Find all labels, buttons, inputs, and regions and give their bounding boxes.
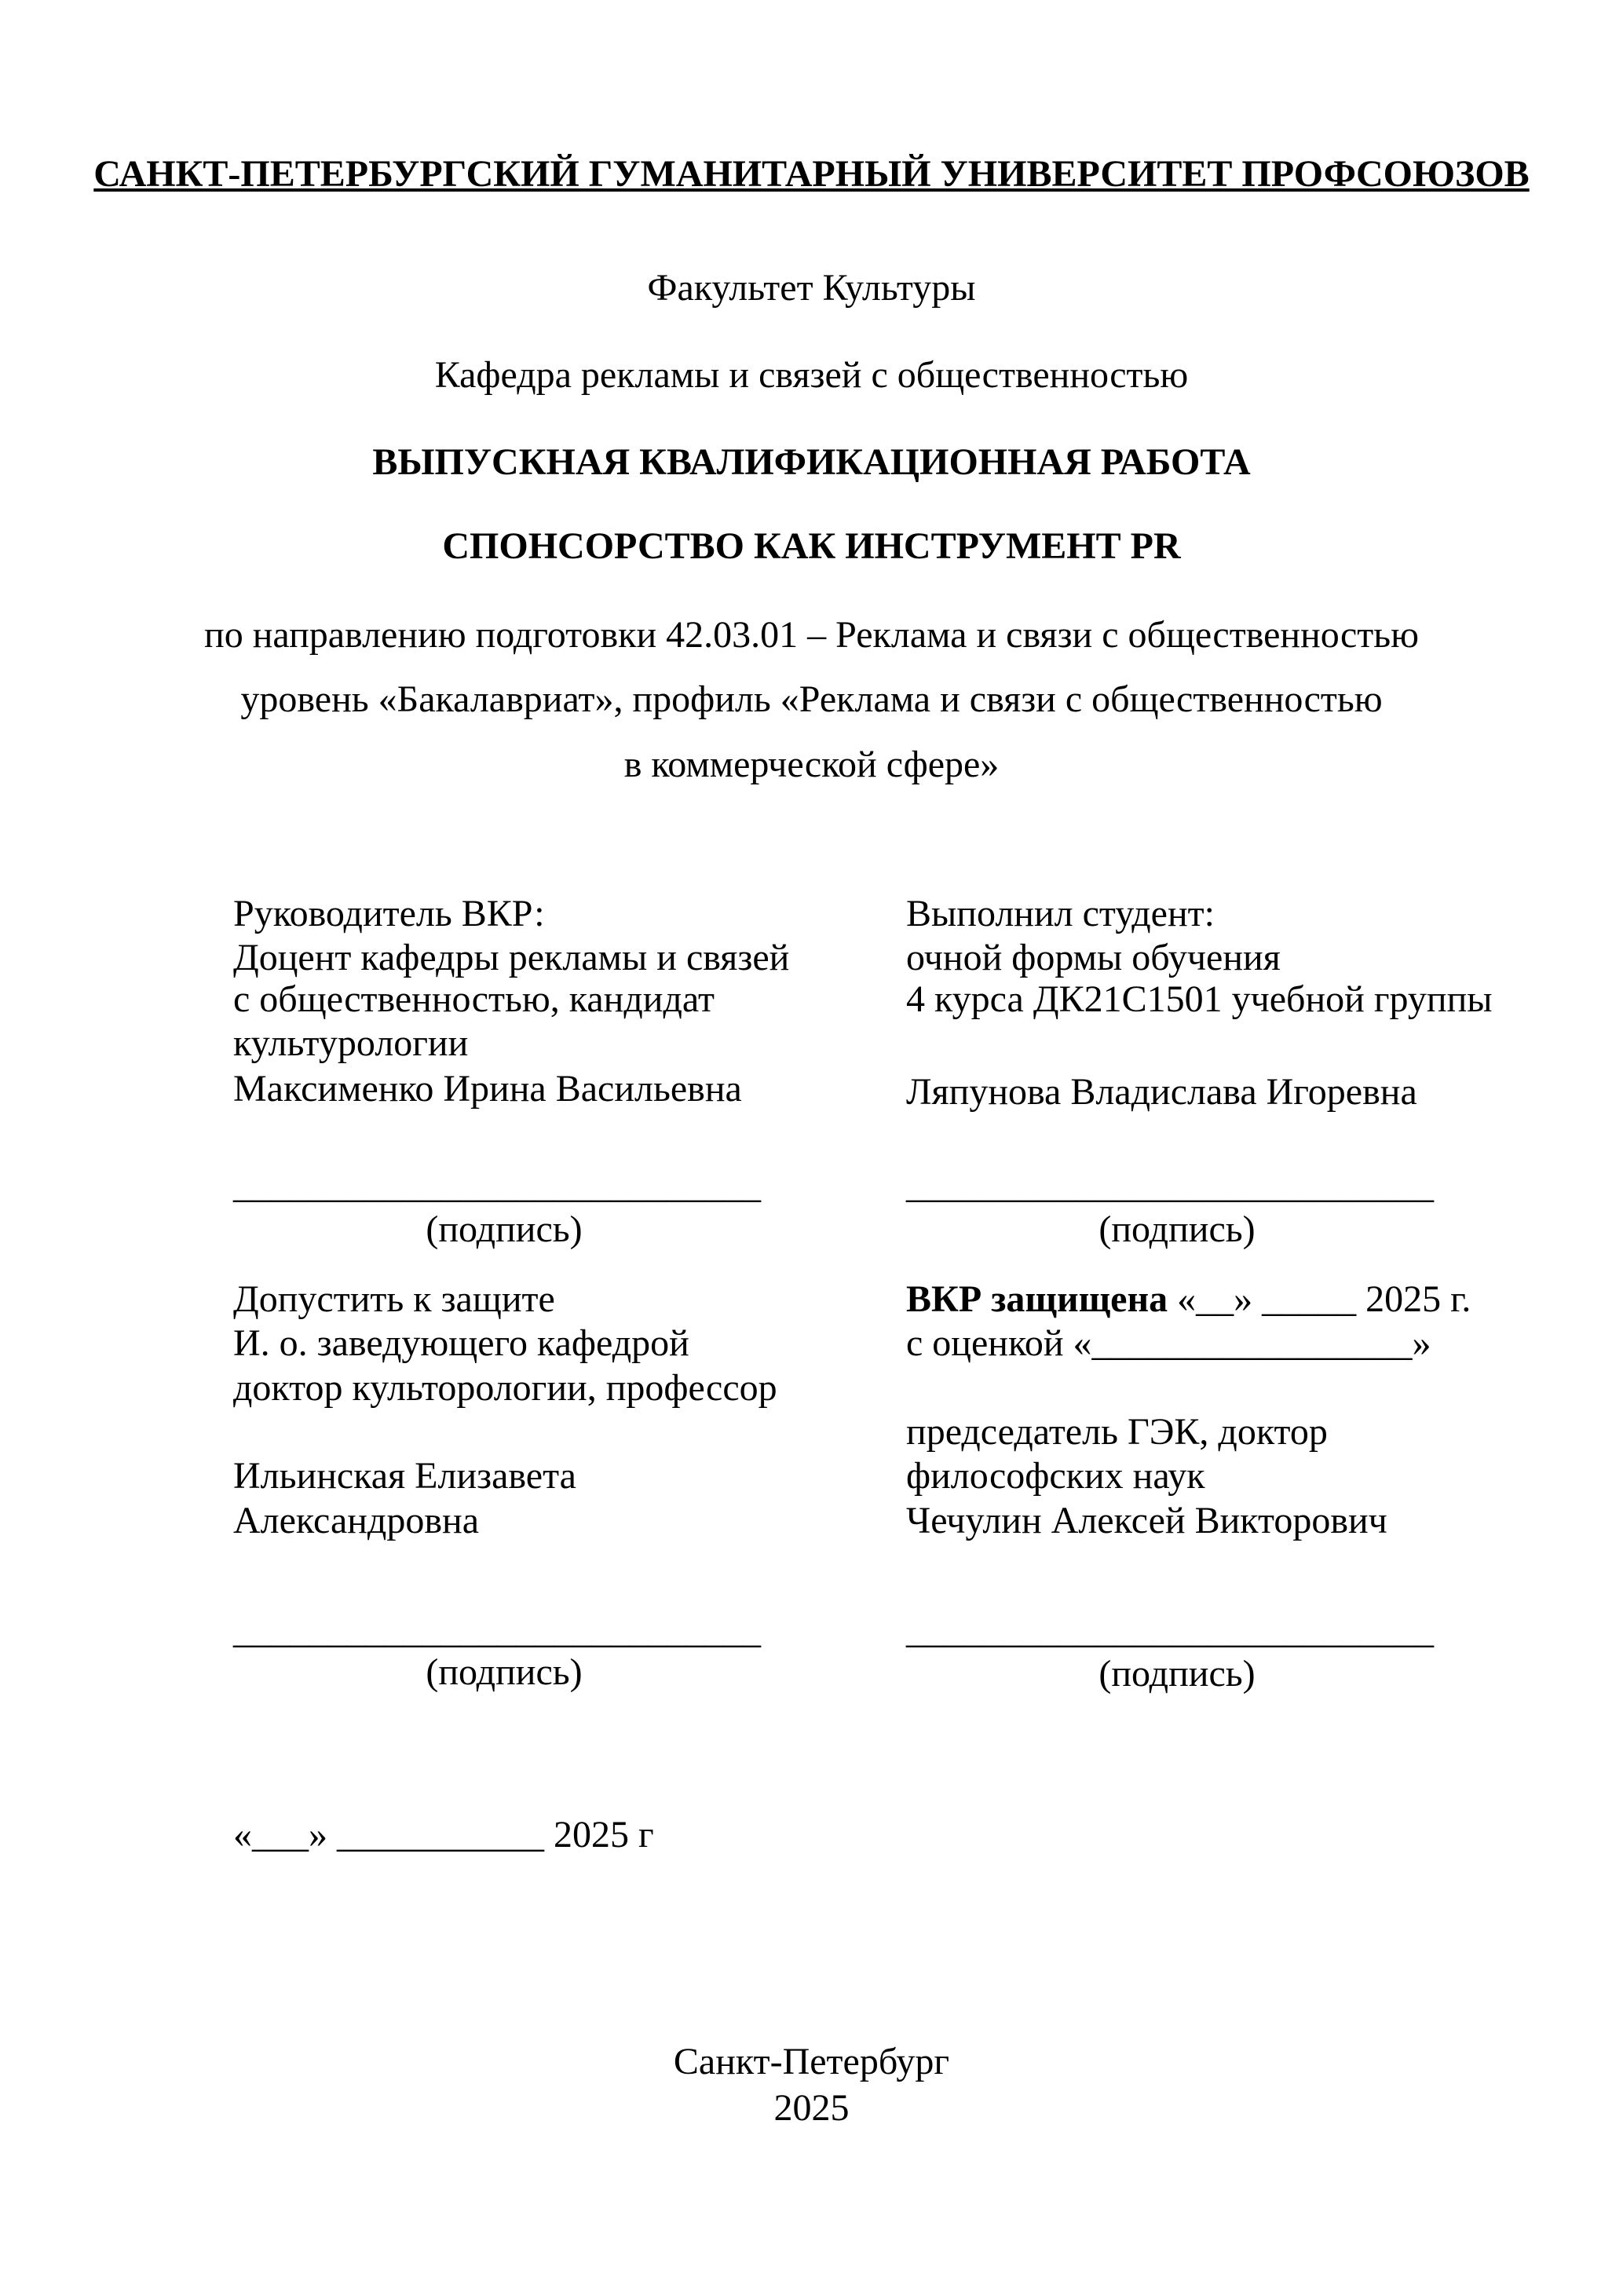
work-type: ВЫПУСКНАЯ КВАЛИФИКАЦИОННАЯ РАБОТА: [372, 441, 1251, 483]
supervisor-line: Руководитель ВКР:: [233, 893, 545, 934]
student-line: 4 курса ДК21С1501 учебной группы: [906, 978, 1493, 1020]
direction-line: в коммерческой сфере»: [623, 744, 1000, 785]
signature-label: (подпись): [1098, 1208, 1256, 1250]
chair-line: председатель ГЭК, доктор: [906, 1411, 1328, 1453]
signature-line: ____________________________: [233, 1164, 761, 1206]
signature-label: (подпись): [1098, 1653, 1256, 1695]
grade-line: с оценкой «_________________»: [906, 1322, 1431, 1364]
defense-date-line: [906, 1278, 1471, 1322]
admission-line: И. о. заведующего кафедрой: [233, 1322, 689, 1364]
admission-line: Допустить к защите: [233, 1278, 555, 1320]
signature-line: ____________________________: [906, 1164, 1434, 1206]
supervisor-line: Доцент кафедры рекламы и связей: [233, 937, 790, 978]
direction-line: уровень «Бакалавриат», профиль «Реклама и связи с общественностью: [240, 678, 1383, 720]
defense-label: ВКР защищена: [906, 1278, 1168, 1320]
student-name: Ляпунова Владислава Игоревна: [906, 1071, 1417, 1113]
city: Санкт-Петербург: [673, 2041, 950, 2082]
chair-name: Чечулин Алексей Викторович: [906, 1500, 1387, 1541]
head-name: Ильинская Елизавета: [233, 1455, 576, 1497]
supervisor-line: с общественностью, кандидат: [233, 978, 715, 1020]
student-line: очной формы обучения: [906, 937, 1281, 978]
department: Кафедра рекламы и связей с общественностью: [434, 354, 1189, 396]
supervisor-name: Максименко Ирина Васильевна: [233, 1068, 742, 1110]
direction-line: по направлению подготовки 42.03.01 – Реклама и связи с общественностью: [204, 614, 1419, 656]
signature-line: ____________________________: [233, 1610, 761, 1651]
signature-label: (подпись): [426, 1208, 583, 1250]
signature-line: ____________________________: [906, 1610, 1434, 1651]
faculty: Факультет Культуры: [647, 267, 976, 309]
head-name: Александровна: [233, 1500, 480, 1541]
date-line: «___» ___________ 2025 г: [233, 1814, 654, 1855]
student-line: Выполнил студент:: [906, 893, 1215, 934]
supervisor-line: культурологии: [233, 1022, 469, 1064]
defense-date: «__» _____ 2025 г.: [1168, 1278, 1471, 1320]
university-name: САНКТ-ПЕТЕРБУРГСКИЙ ГУМАНИТАРНЫЙ УНИВЕРСИТЕТ ПРОФСОЮЗОВ: [93, 153, 1530, 195]
chair-line: философских наук: [906, 1455, 1205, 1497]
year: 2025: [773, 2087, 850, 2129]
admission-line: доктор культорологии, профессор: [233, 1367, 777, 1409]
signature-label: (подпись): [426, 1651, 583, 1693]
thesis-topic: СПОНСОРСТВО КАК ИНСТРУМЕНТ PR: [442, 525, 1181, 567]
